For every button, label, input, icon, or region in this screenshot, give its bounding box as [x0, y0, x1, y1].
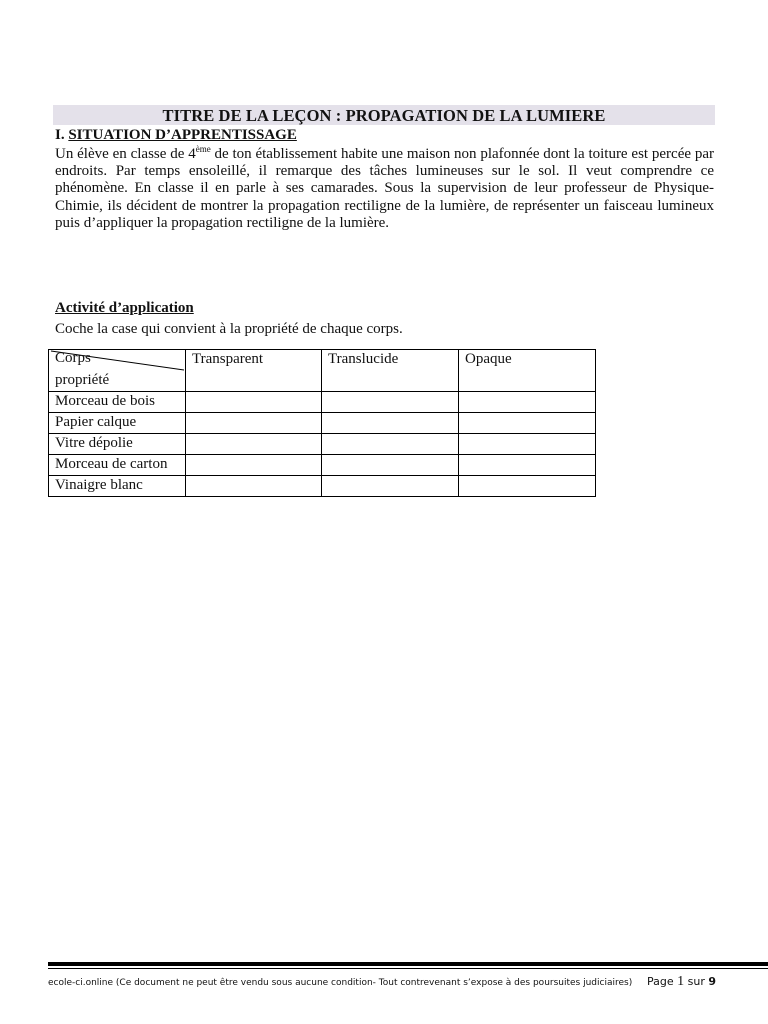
properties-table	[48, 349, 596, 497]
page-number	[647, 974, 716, 990]
column-header: Translucide	[322, 350, 459, 392]
checkbox-cell-translucide[interactable]	[322, 392, 459, 413]
checkbox-cell-transparent[interactable]	[186, 476, 322, 497]
checkbox-cell-transparent[interactable]	[186, 434, 322, 455]
corner-top-label: Corps	[55, 350, 91, 366]
table-row	[49, 413, 596, 434]
activity-title: Activité d’application	[55, 300, 194, 316]
checkbox-cell-translucide[interactable]	[322, 413, 459, 434]
checkbox-cell-opaque[interactable]	[459, 434, 596, 455]
checkbox-cell-translucide[interactable]	[322, 434, 459, 455]
checkbox-cell-translucide[interactable]	[322, 476, 459, 497]
checkbox-cell-transparent[interactable]	[186, 455, 322, 476]
situation-paragraph	[55, 146, 714, 232]
checkbox-cell-opaque[interactable]	[459, 413, 596, 434]
checkbox-cell-opaque[interactable]	[459, 476, 596, 497]
current-page: 1	[677, 974, 685, 989]
checkbox-cell-opaque[interactable]	[459, 392, 596, 413]
checkbox-cell-transparent[interactable]	[186, 413, 322, 434]
table-row	[49, 392, 596, 413]
row-label: Vitre dépolie	[49, 434, 186, 455]
column-header: Opaque	[459, 350, 596, 392]
page-separator: sur	[684, 975, 709, 988]
checkbox-cell-translucide[interactable]	[322, 455, 459, 476]
footer-divider-thick	[48, 962, 768, 966]
situation-text-end: de ton établissement habite une maison non plafonnée dont la toiture est percée par endroits. Par temps ensoleillé, il remarque des tâches lumineuses sur le sol. Il veut comprendre ce phénomène. En classe il en parle à ses camarades. Sous la supervision de leur professeur de Physique- Chimie, ils décident de montrer la propagation rectiligne de la lumière, de représenter un faisceau lumineux puis d’appliquer la propagation rectiligne de la lumière.	[55, 146, 714, 231]
row-label: Morceau de bois	[49, 392, 186, 413]
row-label: Morceau de carton	[49, 455, 186, 476]
table-row	[49, 434, 596, 455]
page-word: Page	[647, 975, 678, 988]
column-header: Transparent	[186, 350, 322, 392]
section-number: I.	[55, 127, 65, 143]
activity-instruction: Coche la case qui convient à la propriété de chaque corps.	[55, 321, 403, 337]
table-header-row	[49, 350, 596, 392]
row-label: Vinaigre blanc	[49, 476, 186, 497]
checkbox-cell-opaque[interactable]	[459, 455, 596, 476]
total-pages: 9	[708, 975, 717, 988]
table-row	[49, 455, 596, 476]
checkbox-cell-transparent[interactable]	[186, 392, 322, 413]
table-row	[49, 476, 596, 497]
corner-cell	[49, 350, 186, 392]
section-title: SITUATION D’APPRENTISSAGE	[68, 127, 297, 143]
footer-divider-thin	[48, 968, 768, 969]
section-heading	[55, 126, 297, 144]
situation-superscript: ème	[195, 144, 211, 154]
row-label: Papier calque	[49, 413, 186, 434]
footer-notice: ecole-ci.online (Ce document ne peut être vendu sous aucune condition- Tout contrevenant s’expose à des poursuites judiciaires)	[48, 978, 633, 988]
lesson-title: TITRE DE LA LEÇON : PROPAGATION DE LA LUMIERE	[53, 105, 715, 125]
situation-text-start: Un élève en classe de 4	[55, 146, 196, 162]
corner-bottom-label: propriété	[55, 372, 110, 388]
